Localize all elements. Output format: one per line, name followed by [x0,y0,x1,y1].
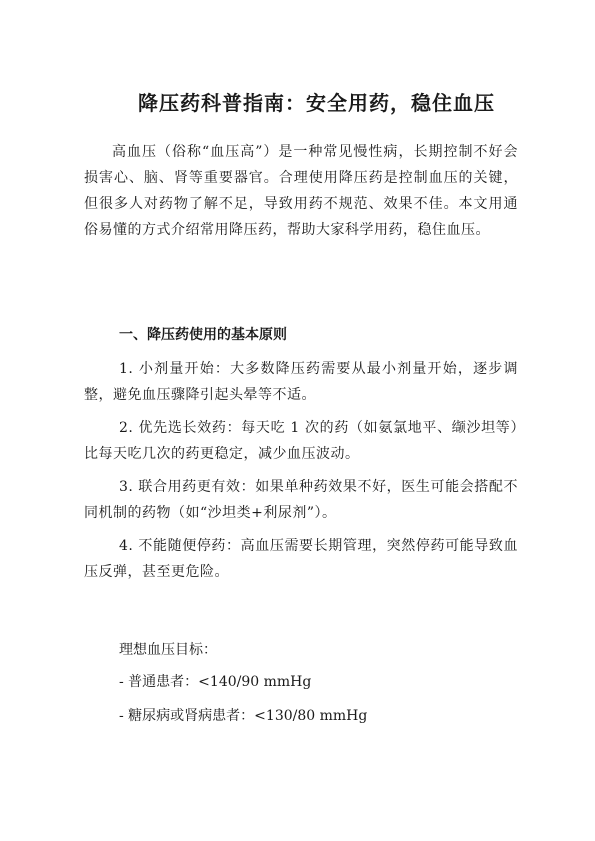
targets-list [119,669,367,737]
section-heading-principles: 一、降压药使用的基本原则 [119,327,287,343]
principle-item: 3. 联合用药更有效：如果单种药效果不好，医生可能会搭配不同机制的药物（如“沙坦类+利尿剂”）。 [84,479,518,521]
targets-label: 理想血压目标： [119,642,217,658]
document-title: 降压药科普指南：安全用药，稳住血压 [138,91,495,116]
principle-item: 4. 不能随便停药：高血压需要长期管理，突然停药可能导致血压反弹，甚至更危险。 [84,538,518,580]
principle-item: 2. 优先选长效药：每天吃 1 次的药（如氨氯地平、缬沙坦等）比每天吃几次的药更稳定，减少血压波动。 [84,420,518,462]
intro-paragraph: 高血压（俗称“血压高”）是一种常见慢性病，长期控制不好会损害心、脑、肾等重要器官。合理使用降压药是控制血压的关键，但很多人对药物了解不足，导致用药不规范、效果不佳。本文用通俗易懂的方式介绍常用降压药，帮助大家科学用药，稳住血压。 [84,144,518,238]
target-item: - 糖尿病或肾病患者：<130/80 mmHg [119,708,368,724]
target-item: - 普通患者：<140/90 mmHg [119,674,312,690]
principle-item: 1. 小剂量开始：大多数降压药需要从最小剂量开始，逐步调整，避免血压骤降引起头晕等不适。 [84,361,518,403]
principles-list [84,356,518,592]
